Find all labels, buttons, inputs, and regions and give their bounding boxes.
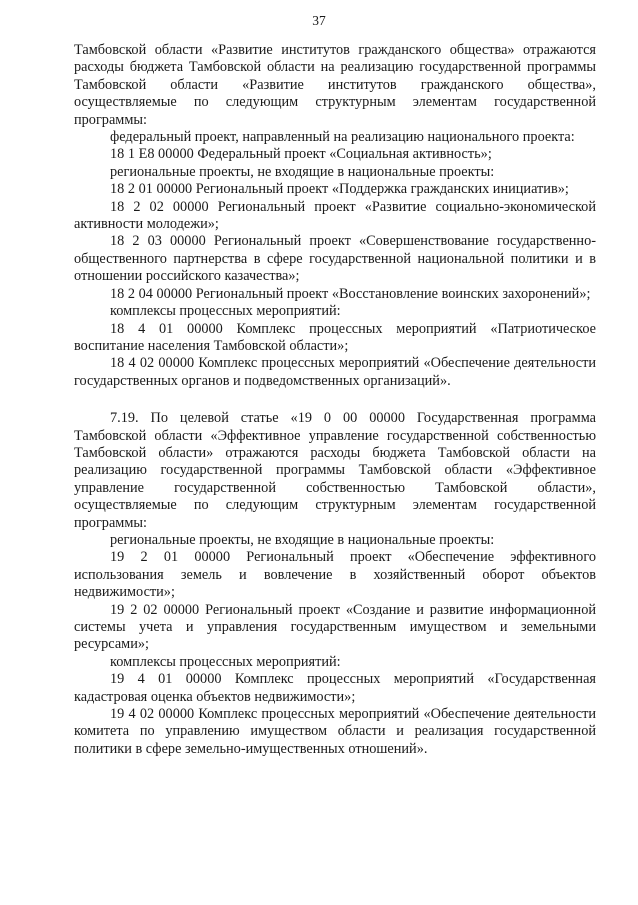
paragraph-process-complexes-heading: комплексы процессных мероприятий: — [110, 303, 341, 320]
paragraph-item-19-2-01: 19 2 01 00000 Региональный проект «Обеспечение эффективного использования земель и вовлечение в хозяйственный оборот объектов недвижимости»; — [74, 549, 596, 601]
paragraph-item-18-2-04: 18 2 04 00000 Региональный проект «Восстановление воинских захоронений»; — [110, 285, 591, 302]
paragraph-process-complexes-heading-2: комплексы процессных мероприятий: — [110, 653, 341, 670]
paragraph-item-18-4-02: 18 4 02 00000 Комплекс процессных мероприятий «Обеспечение деятельности государственных органов и подведомственных организаций». — [74, 355, 596, 389]
paragraph-regional-projects-heading: региональные проекты, не входящие в национальные проекты: — [110, 163, 495, 180]
paragraph-federal-project-heading: федеральный проект, направленный на реализацию национального проекта: — [110, 129, 575, 146]
paragraph-regional-projects-heading-2: региональные проекты, не входящие в национальные проекты: — [110, 531, 495, 548]
page-number: 37 — [312, 13, 326, 28]
paragraph-item-18-2-01: 18 2 01 00000 Региональный проект «Поддержка гражданских инициатив»; — [110, 181, 569, 198]
paragraph-item-19-4-01: 19 4 01 00000 Комплекс процессных мероприятий «Государственная кадастровая оценка объектов недвижимости»; — [74, 671, 596, 705]
paragraph-item-19-4-02: 19 4 02 00000 Комплекс процессных мероприятий «Обеспечение деятельности комитета по управлению имуществом области и реализация государственной политики в сфере земельно-имущественных отношений». — [74, 706, 596, 757]
paragraph-intro: Тамбовской области «Развитие институтов гражданского общества» отражаются расходы бюджета Тамбовской области на реализацию государственной программы Тамбовской области «Развитие институтов гражданского общества», осуществляемые по следующим структурным элементам государственной программы: — [74, 42, 596, 128]
paragraph-item-19-2-02: 19 2 02 00000 Региональный проект «Создание и развитие информационной системы учета и управления государственным имуществом и земельными ресурсами»; — [74, 601, 596, 653]
paragraph-item-18-2-03: 18 2 03 00000 Региональный проект «Совершенствование государственно-общественного партнерства в сфере государственной национальной политики и в отношении российского казачества»; — [74, 233, 596, 285]
paragraph-item-18-4-01: 18 4 01 00000 Комплекс процессных мероприятий «Патриотическое воспитание населения Тамбовской области»; — [74, 320, 596, 354]
paragraph-section-7-19: 7.19. По целевой статье «19 0 00 00000 Государственная программа Тамбовской области «Эффективное управление государственной собственностью Тамбовской области» отражаются расходы бюджета Тамбовской области на реализацию государственной программы Тамбовской области «Эффективное управление государственной собственностью Тамбовской области», осуществляемые по следующим структурным элементам государственной программы: — [74, 410, 596, 531]
paragraph-item-18-1-e8: 18 1 Е8 00000 Федеральный проект «Социальная активность»; — [110, 146, 492, 163]
paragraph-item-18-2-02: 18 2 02 00000 Региональный проект «Развитие социально-экономической активности молодежи»; — [74, 198, 596, 233]
document-body — [74, 42, 596, 758]
